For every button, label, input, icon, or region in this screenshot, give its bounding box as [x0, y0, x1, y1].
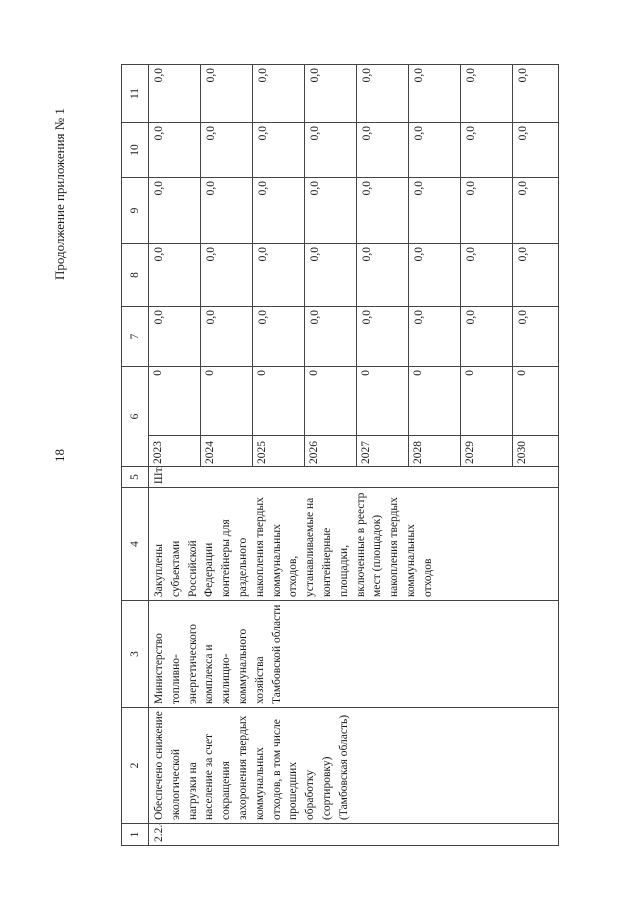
value-c8: 0,0 — [513, 244, 559, 307]
header-col-3: 3 — [122, 601, 149, 708]
year-label: 2029 — [461, 435, 512, 466]
value-c9: 0,0 — [201, 178, 253, 244]
value-c10: 0,0 — [305, 123, 357, 178]
year-target-cell — [461, 367, 513, 467]
value-c8: 0,0 — [201, 244, 253, 307]
value-c8: 0,0 — [305, 244, 357, 307]
value-c11: 0,0 — [305, 65, 357, 123]
value-c10: 0,0 — [513, 123, 559, 178]
target-value: 0 — [256, 370, 268, 376]
year-label: 2026 — [305, 435, 356, 466]
value-c11: 0,0 — [201, 65, 253, 123]
year-label: 2024 — [201, 435, 252, 466]
header-col-2: 2 — [122, 708, 149, 824]
year-target-cell — [513, 367, 559, 467]
header-col-7: 7 — [122, 307, 149, 367]
year-label: 2023 — [149, 435, 200, 466]
value-c9: 0,0 — [357, 178, 409, 244]
page-number: 18 — [52, 449, 67, 462]
appendix-table-container — [121, 65, 559, 846]
value-c7: 0,0 — [357, 307, 409, 367]
year-label: 2028 — [409, 435, 460, 466]
unit-cell: Шт. — [149, 467, 559, 488]
year-label: 2030 — [513, 435, 558, 466]
header-col-11: 11 — [122, 65, 149, 123]
year-target-cell — [357, 367, 409, 467]
appendix-table — [121, 64, 559, 846]
row-id-cell: 2.2.4. — [149, 824, 559, 846]
indicator-cell: Закуплены субъектами Российской Федерации контейнеры для раздельного накопления твердых коммунальных отходов, устанавливаемые на контейнерные площадки, включенные в реестр мест (площадок) накопления твердых коммунальных отходов — [149, 488, 559, 601]
value-c7: 0,0 — [305, 307, 357, 367]
value-c10: 0,0 — [253, 123, 305, 178]
value-c10: 0,0 — [149, 123, 201, 178]
value-c9: 0,0 — [253, 178, 305, 244]
header-row — [122, 65, 149, 846]
responsible-cell: Министерство топливно-энергетического комплекса и жилищно-коммунального хозяйства Тамбовской области — [149, 601, 559, 708]
value-c8: 0,0 — [149, 244, 201, 307]
value-c7: 0,0 — [201, 307, 253, 367]
value-c8: 0,0 — [461, 244, 513, 307]
header-col-4: 4 — [122, 488, 149, 601]
value-c10: 0,0 — [409, 123, 461, 178]
value-c11: 0,0 — [149, 65, 201, 123]
target-value: 0 — [516, 370, 528, 376]
year-label: 2025 — [253, 435, 304, 466]
value-c11: 0,0 — [461, 65, 513, 123]
value-c11: 0,0 — [253, 65, 305, 123]
year-target-cell — [409, 367, 461, 467]
target-value: 0 — [204, 370, 216, 376]
value-c7: 0,0 — [513, 307, 559, 367]
value-c9: 0,0 — [409, 178, 461, 244]
value-c9: 0,0 — [513, 178, 559, 244]
value-c9: 0,0 — [305, 178, 357, 244]
header-col-9: 9 — [122, 178, 149, 244]
header-col-8: 8 — [122, 244, 149, 307]
value-c7: 0,0 — [409, 307, 461, 367]
target-value: 0 — [412, 370, 424, 376]
target-value: 0 — [152, 370, 164, 376]
value-c8: 0,0 — [253, 244, 305, 307]
continuation-caption: Продолжение приложения № 1 — [52, 108, 67, 280]
year-target-cell — [149, 367, 201, 467]
year-label: 2027 — [357, 435, 408, 466]
target-value: 0 — [308, 370, 320, 376]
value-c11: 0,0 — [409, 65, 461, 123]
value-c8: 0,0 — [409, 244, 461, 307]
year-target-cell — [305, 367, 357, 467]
year-target-cell — [253, 367, 305, 467]
target-value: 0 — [464, 370, 476, 376]
value-c9: 0,0 — [149, 178, 201, 244]
header-col-1: 1 — [122, 824, 149, 846]
value-c11: 0,0 — [357, 65, 409, 123]
value-c7: 0,0 — [253, 307, 305, 367]
header-col-6: 6 — [122, 367, 149, 467]
header-col-10: 10 — [122, 123, 149, 178]
target-value: 0 — [360, 370, 372, 376]
value-c11: 0,0 — [513, 65, 559, 123]
value-c8: 0,0 — [357, 244, 409, 307]
header-col-5: 5 — [122, 467, 149, 488]
table-row — [149, 65, 201, 846]
value-c9: 0,0 — [461, 178, 513, 244]
value-c10: 0,0 — [461, 123, 513, 178]
value-c10: 0,0 — [357, 123, 409, 178]
year-target-cell — [201, 367, 253, 467]
value-c7: 0,0 — [149, 307, 201, 367]
goal-cell: Обеспечено снижение экологической нагрузки на население за счет сокращения захоронения твердых коммунальных отходов, в том числе прошедших обработку (сортировку) (Тамбовская область) — [149, 708, 559, 824]
value-c7: 0,0 — [461, 307, 513, 367]
value-c10: 0,0 — [201, 123, 253, 178]
